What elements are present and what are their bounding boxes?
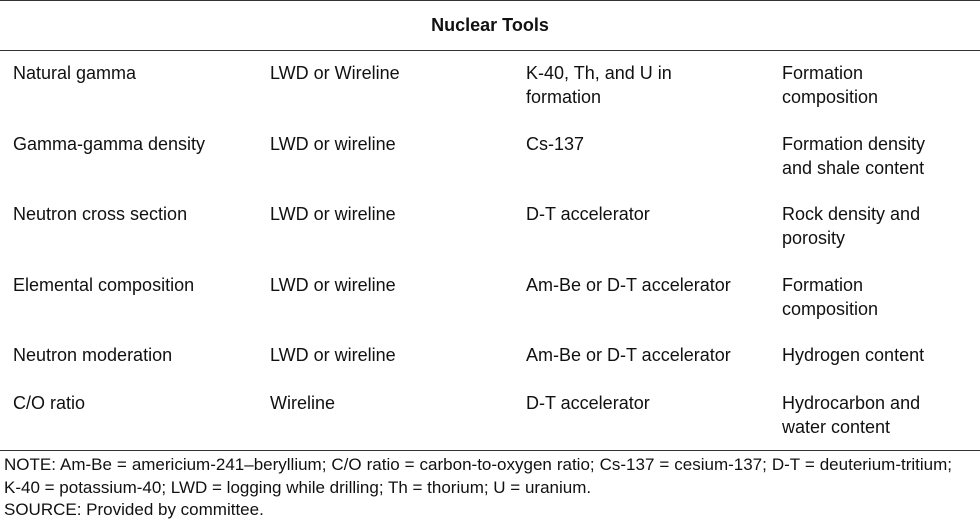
tool-name-cell: Gamma-gamma density [13,134,206,154]
measurement-cell [782,344,972,368]
measurement-line: and shale content [782,157,925,178]
source-line: formation [526,86,602,107]
measurement-line: Formation [782,275,864,295]
conveyance-cell: LWD or wireline [270,275,396,295]
source-cell [526,62,771,109]
conveyance-cell: LWD or wireline [270,345,396,365]
table-bottom-rule [0,450,980,451]
measurement-line: water content [782,416,891,437]
conveyance-cell: LWD or wireline [270,134,396,154]
source-line: D-T accelerator [526,204,650,224]
source-line: D-T accelerator [526,393,650,413]
section-title: Nuclear Tools [431,15,549,35]
source-line: Cs-137 [526,134,585,154]
measurement-line: Hydrocarbon and [782,393,921,413]
table-top-rule [0,0,980,1]
measurement-line: composition [782,86,879,107]
source-cell [526,274,771,298]
measurement-line: Rock density and [782,204,921,224]
measurement-cell [782,274,972,321]
tool-name-cell: Neutron cross section [13,204,188,224]
measurement-line: Formation [782,63,864,83]
measurement-line: Formation density [782,134,926,154]
tool-name-cell: C/O ratio [13,393,86,413]
source-cell [526,133,771,157]
measurement-line: Hydrogen content [782,345,925,365]
tool-name-cell: Elemental composition [13,275,195,295]
conveyance-cell: LWD or Wireline [270,63,400,83]
tool-name-cell: Natural gamma [13,63,137,83]
conveyance-cell: LWD or wireline [270,204,396,224]
tool-name-cell: Neutron moderation [13,345,173,365]
source-cell [526,203,771,227]
section-title-rule [0,50,980,51]
table-source: SOURCE: Provided by committee. [4,500,264,519]
conveyance-cell: Wireline [270,393,336,413]
source-cell [526,344,771,368]
measurement-cell [782,392,972,439]
table-note: NOTE: Am-Be = americium-241–beryllium; C/O ratio = carbon-to-oxygen ratio; Cs-137 = cesium-137; D-T = deuterium-tritium; K-40 = potassium-40; LWD = logging while drilling; Th = thorium; U = uranium. [4,455,952,497]
measurement-cell [782,62,972,109]
source-cell [526,392,771,416]
source-line: K-40, Th, and U in [526,63,672,83]
measurement-line: composition [782,298,879,319]
source-line: Am-Be or D-T accelerator [526,345,731,365]
measurement-cell [782,203,972,250]
measurement-cell [782,133,972,180]
source-line: Am-Be or D-T accelerator [526,275,731,295]
measurement-line: porosity [782,227,846,248]
